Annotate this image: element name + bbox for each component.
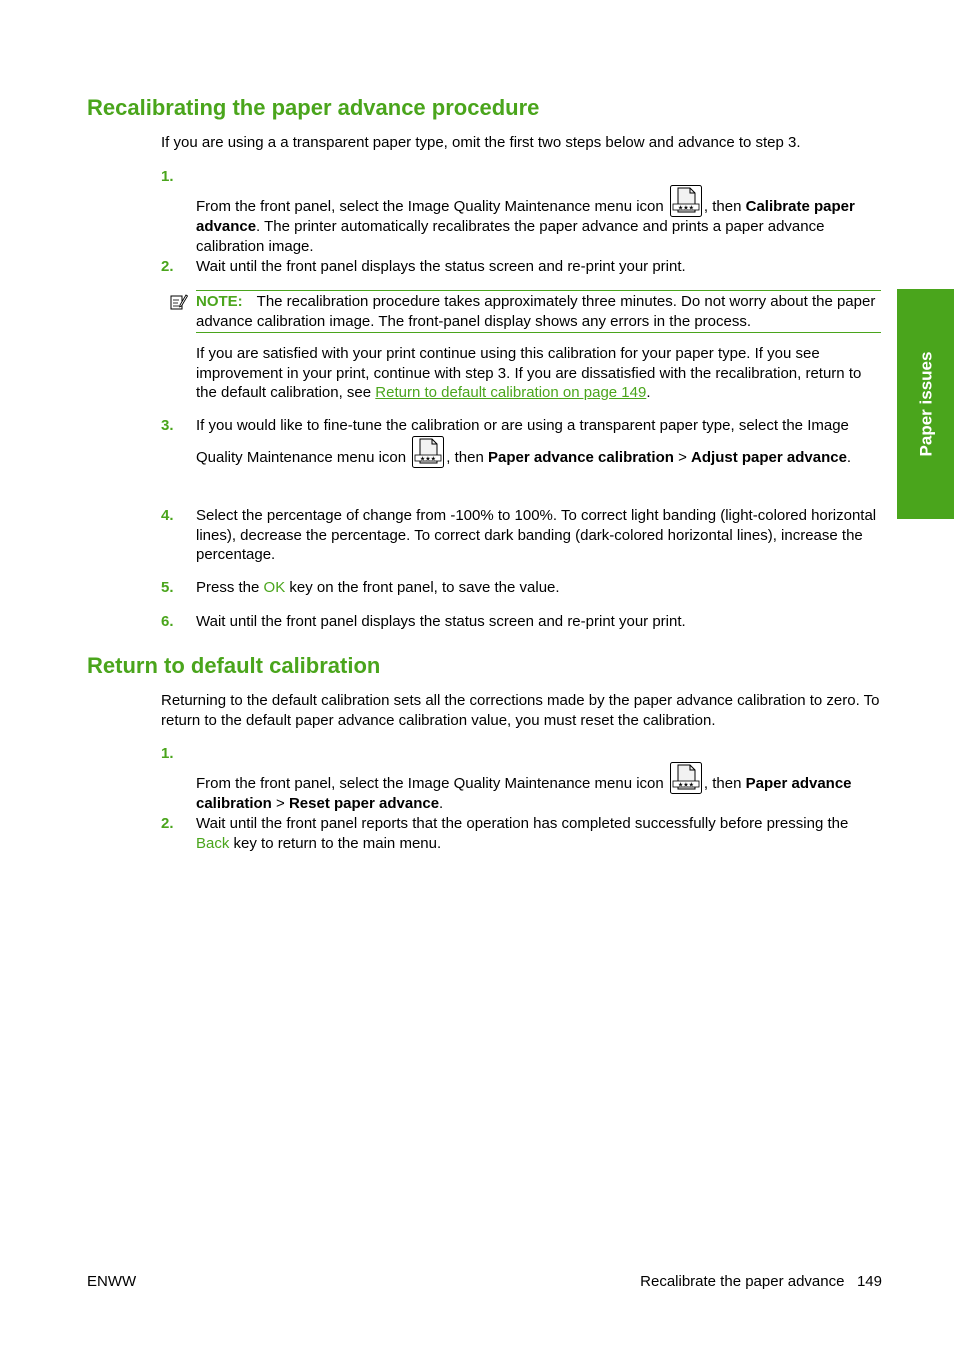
step-number: 2. — [161, 815, 174, 832]
step-text — [196, 762, 883, 814]
default-intro-paragraph: Returning to the default calibration sets all the corrections made by the paper advance calibration to zero. To return to the default paper advance calibration value, you must reset the calibration. — [161, 692, 880, 729]
step-text-part: From the front panel, select the Image Quality Maintenance menu icon — [196, 775, 668, 792]
menu-option-paper-advance-calibration: Paper advance calibration — [488, 448, 674, 466]
footer-right — [640, 1272, 882, 1292]
step-text — [196, 578, 883, 598]
step-text — [196, 814, 883, 853]
page-number: 149 — [856, 1273, 882, 1290]
step-number: 2. — [161, 258, 174, 275]
image-quality-maintenance-icon — [670, 762, 702, 794]
note-label: NOTE: — [196, 293, 243, 310]
footer-left: ENWW — [87, 1273, 137, 1290]
paragraph-text: . — [646, 384, 651, 401]
side-tab-label: Paper issues — [915, 351, 935, 457]
step-number: 1. — [161, 745, 174, 762]
step-number: 5. — [161, 579, 174, 596]
step-text-part: , then — [703, 775, 746, 792]
step-text-part: . The printer automatically recalibrates the paper advance and prints a paper advance calibration image. — [196, 218, 825, 255]
step-text-part: Press the — [196, 579, 264, 596]
section-title-return-to-default: Return to default calibration — [87, 653, 381, 678]
step-text-part: > — [673, 448, 692, 466]
paragraph-text: If you are satisfied with your print continue using this calibration for your paper type. If you see improvement in your print, continue with step 3. If you are dissatisfied with the recalibration, return to the default calibration, see — [196, 345, 862, 401]
satisfied-paragraph — [196, 344, 884, 403]
key-ok: OK — [263, 579, 286, 596]
step-text-part: key on the front panel, to save the value. — [285, 579, 560, 596]
section-title-recalibrating: Recalibrating the paper advance procedure — [87, 95, 540, 120]
step-text-part: From the front panel, select the Image Quality Maintenance menu icon — [196, 198, 668, 215]
menu-option-adjust-paper-advance: Adjust paper advance — [691, 448, 847, 466]
intro-paragraph: If you are using a a transparent paper type, omit the first two steps below and advance to step 3. — [161, 134, 801, 151]
side-tab-paper-issues — [897, 289, 954, 519]
footer-section-title: Recalibrate the paper advance — [640, 1273, 845, 1290]
step-text-part: , then — [446, 448, 488, 466]
link-return-to-default-calibration[interactable]: Return to default calibration on page 149 — [375, 384, 647, 401]
step-text-part: If you would like to fine-tune the calibration or are using a transparent paper type, select the Image Quality Maintenance menu icon — [196, 417, 849, 466]
menu-option-paper-advance-calibration: Paper advance calibration — [196, 775, 852, 812]
step-number: 4. — [161, 507, 174, 524]
note-box — [196, 290, 881, 333]
step-text-part: . — [439, 795, 444, 812]
step-text: Wait until the front panel displays the status screen and re-print your print. — [196, 258, 686, 275]
step-text-part: . — [846, 448, 852, 466]
image-quality-maintenance-icon — [670, 185, 702, 217]
step-text: Select the percentage of change from -100% to 100%. To correct light banding (light-colored horizontal lines), decrease the percentage. To correct dark banding (dark-colored horizontal lines), increase the percentage. — [196, 507, 877, 563]
step-text-part: > — [271, 795, 289, 812]
step-number: 6. — [161, 613, 174, 630]
note-text: The recalibration procedure takes approximately three minutes. Do not worry about the paper advance calibration image. The front-panel display shows any errors in the process. — [196, 293, 876, 330]
step-text-part: key to return to the main menu. — [229, 834, 442, 852]
step-text-part: , then — [703, 198, 746, 215]
menu-option-calibrate-paper-advance: Calibrate paper advance — [196, 198, 855, 235]
menu-option-reset-paper-advance: Reset paper advance — [288, 795, 440, 812]
step-text — [196, 416, 883, 468]
key-back: Back — [196, 834, 230, 852]
step-text-part: Wait until the front panel reports that the operation has completed successfully before pressing the — [196, 815, 849, 832]
step-text: Wait until the front panel displays the status screen and re-print your print. — [196, 613, 686, 630]
note-icon — [170, 293, 188, 311]
image-quality-maintenance-icon — [412, 436, 444, 468]
step-number: 3. — [161, 417, 174, 434]
step-text — [196, 185, 883, 256]
step-number: 1. — [161, 168, 174, 185]
